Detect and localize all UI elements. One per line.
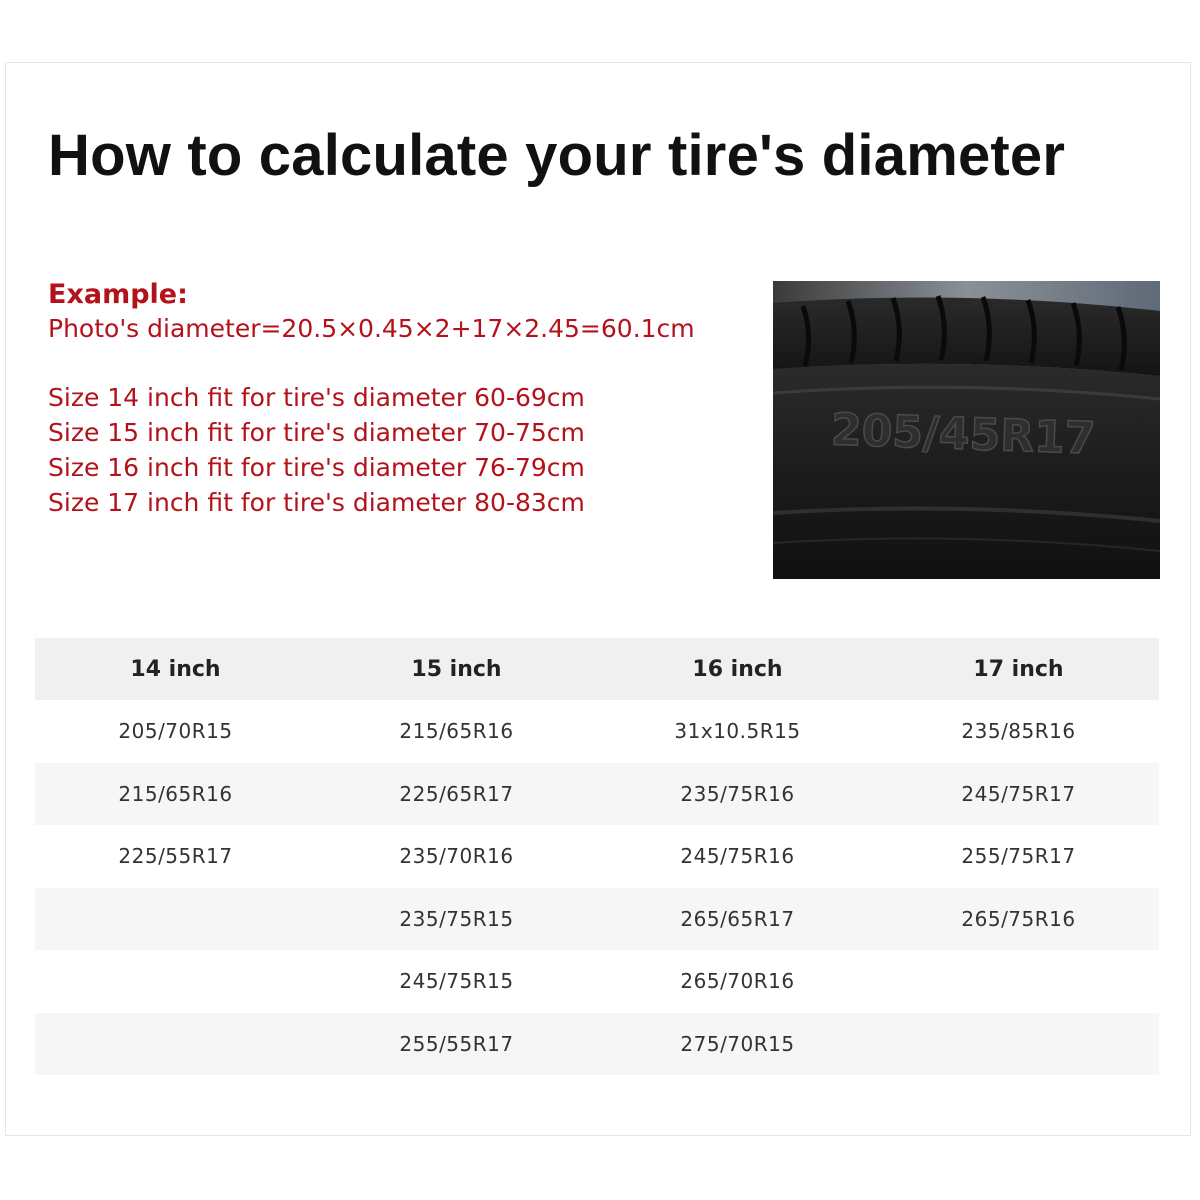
table-cell: 245/75R17: [878, 763, 1159, 826]
tire-sidewall-photo: [773, 281, 1160, 579]
table-cell: 265/65R17: [597, 888, 878, 951]
table-cell: 225/65R17: [316, 763, 597, 826]
table-cell: 235/75R15: [316, 888, 597, 951]
table-row: [35, 888, 1159, 951]
table-cell: 205/70R15: [118, 719, 233, 744]
example-label: Example:: [48, 279, 188, 310]
table-cell: [35, 888, 316, 951]
table-cell: 245/75R15: [399, 969, 514, 994]
example-formula: Photo's diameter=20.5×0.45×2+17×2.45=60.1cm: [48, 314, 695, 343]
table-cell: 265/70R16: [680, 969, 795, 994]
table-row: [35, 950, 1159, 1013]
table-row: [35, 1013, 1159, 1076]
table-cell: [35, 950, 316, 1013]
table-cell: 235/85R16: [961, 719, 1076, 744]
table-cell: [878, 950, 1159, 1013]
table-cell: 215/65R16: [399, 719, 514, 744]
table-cell: 255/75R17: [961, 844, 1076, 869]
fit-line-17: Size 17 inch fit for tire's diameter 80-83cm: [48, 488, 585, 517]
table-cell: [35, 1013, 316, 1076]
table-header-row: [35, 638, 1159, 700]
example-section: [48, 278, 695, 520]
header-15-inch: 15 inch: [316, 638, 597, 700]
table-cell: 235/75R16: [597, 763, 878, 826]
fit-list: [48, 380, 695, 520]
fit-line-14: Size 14 inch fit for tire's diameter 60-69cm: [48, 383, 585, 412]
table-row: [35, 763, 1159, 826]
table-cell: 275/70R15: [597, 1013, 878, 1076]
page-title: How to calculate your tire's diameter: [48, 123, 1066, 188]
table-row: [35, 825, 1159, 888]
fit-line-16: Size 16 inch fit for tire's diameter 76-79cm: [48, 453, 585, 482]
header-17-inch: 17 inch: [878, 638, 1159, 700]
table-cell: 31x10.5R15: [674, 719, 801, 744]
table-cell: [878, 1013, 1159, 1076]
table-cell: 265/75R16: [878, 888, 1159, 951]
table-row: [35, 700, 1159, 763]
table-cell: 225/55R17: [118, 844, 233, 869]
sidewall-size-text: 205/45R17: [830, 404, 1097, 465]
header-14-inch: 14 inch: [35, 638, 316, 700]
header-16-inch: 16 inch: [597, 638, 878, 700]
table-cell: 245/75R16: [680, 844, 795, 869]
tire-size-table: [35, 638, 1159, 1075]
table-cell: 215/65R16: [35, 763, 316, 826]
fit-line-15: Size 15 inch fit for tire's diameter 70-75cm: [48, 418, 585, 447]
table-cell: 235/70R16: [399, 844, 514, 869]
table-cell: 255/55R17: [316, 1013, 597, 1076]
